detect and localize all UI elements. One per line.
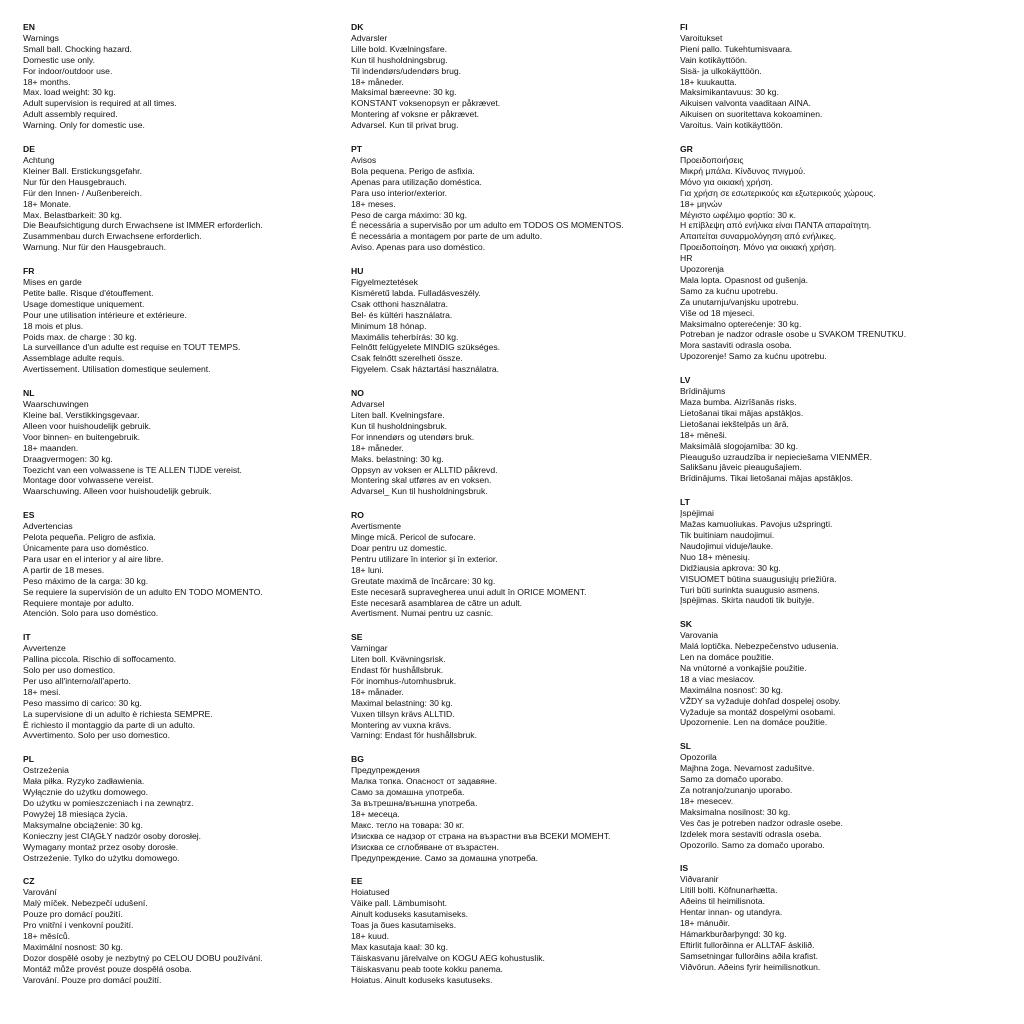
warning-line: Kleiner Ball. Erstickungsgefahr. <box>23 165 142 176</box>
warning-heading: Varningar <box>351 643 388 654</box>
warning-line: 18+ Monate. <box>23 198 72 209</box>
lang-block-se <box>351 632 671 741</box>
warning-line: Samo za kućnu upotrebu. <box>680 285 778 296</box>
lang-block-it <box>23 632 343 741</box>
warning-line: VISUOMET būtina suaugusiųjų priežiūra. <box>680 573 837 584</box>
warning-line: Advarsel. Kun til privat brug. <box>351 120 459 131</box>
warning-line: Aviso. Apenas para uso doméstico. <box>351 242 486 253</box>
warning-line: Assemblage adulte requis. <box>23 353 125 364</box>
warning-line: 18+ måneder. <box>351 76 404 87</box>
warning-line: Vain kotikäyttöön. <box>680 54 748 65</box>
warning-line: Απαιτείται συναρμολόγηση από ενήλικες. <box>680 231 837 242</box>
warning-line: Csak felnőtt szerelheti össze. <box>351 353 463 364</box>
warning-line: Nur für den Hausgebrauch. <box>23 176 127 187</box>
warning-line: La surveillance d'un adulte est requise en TOUT TEMPS. <box>23 342 241 353</box>
warning-line: Maks. belastning: 30 kg. <box>351 453 444 464</box>
warning-line: Didžiausia apkrova: 30 kg. <box>680 562 781 573</box>
lang-code: ES <box>23 510 35 521</box>
warning-line: Više od 18 mjeseci. <box>680 307 755 318</box>
warning-line: Para uso interior/exterior. <box>351 187 448 198</box>
warning-line: Pouze pro domácí použití. <box>23 909 123 920</box>
warning-line: Bola pequena. Perigo de asfixia. <box>351 165 475 176</box>
warning-line: Naudojimui viduje/lauke. <box>680 540 774 551</box>
warning-line: Täiskasvanu peab toote kokku panema. <box>351 963 503 974</box>
warning-line: Προειδοποίηση. Μόνο για οικιακή χρήση. <box>680 242 837 253</box>
warning-line: Wyłącznie do użytku domowego. <box>23 787 149 798</box>
lang-code: GR <box>680 144 693 155</box>
warning-heading: Advarsel <box>351 399 385 410</box>
warning-line: Maximálna nosnosť: 30 kg. <box>680 684 784 695</box>
warning-line: Hentar innan- og utandyra. <box>680 907 783 918</box>
lang-block-cz <box>23 876 343 985</box>
warning-line: Pentru utilizare în interior și în exterior. <box>351 553 498 564</box>
warning-line: Eftirlit fullorðinna er ALLTAF áskilið. <box>680 939 815 950</box>
warning-line: Maksimikantavuus: 30 kg. <box>680 87 779 98</box>
lang-block-lt <box>680 497 1000 606</box>
warning-line: 18 a viac mesiacov. <box>680 673 755 684</box>
warning-line: Small ball. Chocking hazard. <box>23 43 132 54</box>
warning-line: Upozorenje! Samo za kućnu upotrebu. <box>680 351 827 362</box>
warning-line: Pelota pequeña. Peligro de asfixia. <box>23 532 156 543</box>
warning-line: Pieni pallo. Tukehtumisvaara. <box>680 43 793 54</box>
warning-line: Pro vnitřní i venkovní použití. <box>23 920 134 931</box>
lang-code: EE <box>351 876 363 887</box>
warning-line: Samsetningar fullorðins aðila krafist. <box>680 950 819 961</box>
warning-line: Ostrzeżenie. Tylko do użytku domowego. <box>23 852 180 863</box>
warning-line: Figyelem. Csak háztartási használatra. <box>351 364 500 375</box>
lang-block-pl <box>23 754 343 863</box>
warning-line: Poids max. de charge : 30 kg. <box>23 331 137 342</box>
warning-line: Adult assembly required. <box>23 109 118 120</box>
warning-line: Maximális teherbírás: 30 kg. <box>351 331 459 342</box>
warning-line: Viðvörun. Aðeins fyrir heimilisnotkun. <box>680 961 821 972</box>
warning-line: For innendørs og utendørs bruk. <box>351 431 475 442</box>
warning-heading: Hoiatused <box>351 887 390 898</box>
warning-heading: Viðvaranir <box>680 874 719 885</box>
warning-line: Väike pall. Lämbumisoht. <box>351 898 448 909</box>
lang-code: FR <box>23 266 35 277</box>
warning-line: Warning. Only for domestic use. <box>23 120 145 131</box>
lang-code: PL <box>23 754 34 765</box>
warning-line: 18+ mēneši. <box>680 429 728 440</box>
warning-line: Pour une utilisation intérieure et extérieure. <box>23 309 187 320</box>
lang-code: BG <box>351 754 364 765</box>
lang-code: SE <box>351 632 363 643</box>
warning-line: Felnőtt felügyelete MINDIG szükséges. <box>351 342 501 353</box>
warning-line: Draagvermogen: 30 kg. <box>23 453 113 464</box>
warning-line: Montering skal utføres av en voksen. <box>351 475 492 486</box>
warning-line: For indoor/outdoor use. <box>23 65 113 76</box>
lang-code: IS <box>680 863 689 874</box>
warning-line: Izdelek mora sestaviti odrasla oseba. <box>680 828 822 839</box>
warning-heading: Varoitukset <box>680 32 723 43</box>
warning-heading: Achtung <box>23 154 55 165</box>
warning-line: Doar pentru uz domestic. <box>351 542 448 553</box>
lang-code: CZ <box>23 876 35 887</box>
lang-block-pt <box>351 144 671 253</box>
warning-line: Len na domáce použitie. <box>680 652 774 663</box>
warning-line: 18+ kuud. <box>351 930 389 941</box>
warning-line: 18+ meses. <box>351 198 396 209</box>
lang-block-gr <box>680 144 1000 362</box>
warning-heading: Advarsler <box>351 32 388 43</box>
warning-line: 18+ luni. <box>351 564 384 575</box>
warning-line: Kun til husholdningsbruk. <box>351 420 448 431</box>
warning-line: 18+ måneder. <box>351 442 404 453</box>
warning-line: È richiesto il montaggio da parte di un adulto. <box>23 719 195 730</box>
warning-line: Minge mică. Pericol de sufocare. <box>351 532 476 543</box>
lang-block-nl <box>23 388 343 497</box>
warning-line: Μέγιστο ωφέλιμο φορτίο: 30 κ. <box>680 209 796 220</box>
warning-line: Bel- és kültéri használatra. <box>351 309 453 320</box>
column-3 <box>680 22 1000 986</box>
warning-line: Lille bold. Kvælningsfare. <box>351 43 448 54</box>
lang-code: NL <box>23 388 35 399</box>
lang-block-en <box>23 22 343 131</box>
warning-line: Avvertimento. Solo per uso domestico. <box>23 730 170 741</box>
lang-block-fi <box>680 22 1000 131</box>
warning-line: Malá loptička. Nebezpečenstvo udusenia. <box>680 641 839 652</box>
warning-line: Tik buitiniam naudojimui. <box>680 529 775 540</box>
warning-heading: Brīdinājums <box>680 386 726 397</box>
warning-line: Kisméretű labda. Fulladásveszély. <box>351 287 481 298</box>
warning-heading: Upozorenja <box>680 264 724 275</box>
warning-line: Peso máximo de la carga: 30 kg. <box>23 575 149 586</box>
warning-line: La supervisione di un adulto è richiesta SEMPRE. <box>23 708 213 719</box>
warning-line: Toezicht van een volwassene is TE ALLEN TIJDE vereist. <box>23 464 242 475</box>
warning-line: Varování. Pouze pro domácí použití. <box>23 974 162 985</box>
warning-line: Salikšanu jāveic pieaugušajiem. <box>680 462 802 473</box>
warning-heading: Предупреждения <box>351 765 420 776</box>
warning-line: Advarsel_ Kun til husholdningsbruk. <box>351 486 488 497</box>
warning-line: Lítill bolti. Köfnunarhætta. <box>680 885 778 896</box>
warning-line: Maksimal bæreevne: 30 kg. <box>351 87 457 98</box>
warning-line: Maksimālā slogojamība: 30 kg. <box>680 440 798 451</box>
warning-line: Petite balle. Risque d'étouffement. <box>23 287 154 298</box>
warning-line: Turi būti surinkta suaugusio asmens. <box>680 584 820 595</box>
warning-line: За вътрешна/външна употреба. <box>351 798 478 808</box>
warning-line: Само за домашна употреба. <box>351 787 465 798</box>
warning-line: 18+ kuukautta. <box>680 76 737 87</box>
warning-line: Aikuisen on suoritettava kokoaminen. <box>680 109 823 120</box>
warning-line: Max kasutaja kaal: 30 kg. <box>351 941 448 952</box>
warning-heading: Warnings <box>23 32 59 43</box>
warning-line: Alleen voor huishoudelijk gebruik. <box>23 420 152 431</box>
warning-line: Se requiere la supervisión de un adulto EN TODO MOMENTO. <box>23 586 263 597</box>
warning-line: Liten boll. Kvävningsrisk. <box>351 654 446 665</box>
warning-line: Täiskasvanu järelvalve on KOGU AEG kohustuslik. <box>351 952 545 963</box>
warning-line: Μικρή μπάλα. Κίνδυνος πνιγμού. <box>680 165 806 176</box>
lang-code: HU <box>351 266 364 277</box>
warning-line: Малка топка. Опасност от задавяне. <box>351 776 497 787</box>
warning-line: A partir de 18 meses. <box>23 564 105 575</box>
warning-line: Lietošanai iekštelpās un ārā. <box>680 418 789 429</box>
warning-line: Varoitus. Vain kotikäyttöön. <box>680 120 783 131</box>
lang-block-ro <box>351 510 671 619</box>
warning-line: Majhna žoga. Nevarnost zadušitve. <box>680 763 815 774</box>
warning-line: Mora sastaviti odrasla osoba. <box>680 340 792 351</box>
warning-line: Samo za domačo uporabo. <box>680 774 784 785</box>
lang-code: RO <box>351 510 364 521</box>
warning-line: Aikuisen valvonta vaaditaan AINA. <box>680 98 811 109</box>
warning-line: É necessária a supervisão por um adulto em TODOS OS MOMENTOS. <box>351 220 624 231</box>
warning-line: Warnung. Nur für den Hausgebrauch. <box>23 242 166 253</box>
warning-line: Para usar en el interior y al aire libre. <box>23 553 164 564</box>
warning-line: Powyżej 18 miesiąca życia. <box>23 808 128 819</box>
warning-line: Montage door volwassene vereist. <box>23 475 154 486</box>
warning-line: Peso massimo di carico: 30 kg. <box>23 697 142 708</box>
lang-block-sk <box>680 619 1000 728</box>
lang-code: PT <box>351 144 362 155</box>
warning-heading: Waarschuwingen <box>23 399 89 410</box>
warning-line: Liten ball. Kvelningsfare. <box>351 410 445 420</box>
warning-line: Vyžaduje sa montáž dospelými osobami. <box>680 706 836 717</box>
warning-line: Nuo 18+ mėnesių. <box>680 551 750 562</box>
warning-heading: Ostrzeżenia <box>23 765 69 776</box>
warning-line: 18+ mánuðir. <box>680 917 730 928</box>
warning-line: Sisä- ja ulkokäyttöön. <box>680 65 762 76</box>
lang-block-hu <box>351 266 671 375</box>
lang-code: IT <box>23 632 31 643</box>
warning-line: Montering av vuxna krävs. <box>351 719 452 730</box>
warning-line: Lietošanai tikai mājas apstākļos. <box>680 407 804 418</box>
warning-line: Este necesară asamblarea de către un adult. <box>351 597 523 608</box>
warning-line: Waarschuwing. Alleen voor huishoudelijk gebruik. <box>23 486 212 497</box>
warning-line: Requiere montaje por adulto. <box>23 597 134 608</box>
lang-block-is <box>680 863 1000 972</box>
warning-line: Avertissement. Utilisation domestique seulement. <box>23 364 211 375</box>
warning-line: Adult supervision is required at all times. <box>23 98 177 109</box>
lang-block-bg <box>351 754 671 863</box>
warning-line: Varning: Endast för hushållsbruk. <box>351 730 477 741</box>
warning-line: Изисква се надзор от страна на възрастни във ВСЕКИ МОМЕНТ. <box>351 830 611 841</box>
warning-line: VŽDY sa vyžaduje dohľad dospelej osoby. <box>680 695 841 706</box>
warning-line: Για χρήση σε εσωτερικούς και εξωτερικούς χώρους. <box>680 187 876 198</box>
warning-line: Do użytku w pomieszczeniach i na zewnątrz. <box>23 798 194 808</box>
warning-heading: Advertencias <box>23 521 73 532</box>
warning-line: KONSTANT voksenopsyn er påkrævet. <box>351 98 501 109</box>
warning-line: Mažas kamuoliukas. Pavojus užspringti. <box>680 519 833 530</box>
warning-line: 18+ месеца. <box>351 808 400 819</box>
warning-line: Maza bumba. Aizrīšanās risks. <box>680 397 797 407</box>
warning-line: Изисква се сглобяване от възрастен. <box>351 841 499 852</box>
warning-line: Montáž může provést pouze dospělá osoba. <box>23 963 192 974</box>
warning-line: Domestic use only. <box>23 54 95 65</box>
warning-heading: Įspėjimai <box>680 508 714 519</box>
warning-line: Ves čas je potreben nadzor odrasle osebe. <box>680 817 843 828</box>
warning-line: 18+ månader. <box>351 686 404 697</box>
lang-block-dk <box>351 22 671 131</box>
warning-line: Ainult koduseks kasutamiseks. <box>351 909 469 920</box>
warning-line: Vuxen tillsyn krävs ALLTID. <box>351 708 455 719</box>
warning-line: Usage domestique uniquement. <box>23 298 145 309</box>
warning-line: 18 mois et plus. <box>23 320 84 331</box>
warning-line: Voor binnen- en buitengebruik. <box>23 431 141 442</box>
warning-line: Pallina piccola. Rischio di soffocamento. <box>23 654 177 665</box>
warning-heading: Varování <box>23 887 57 898</box>
lang-code: SK <box>680 619 692 630</box>
warning-line: Hámarkburðarþyngd: 30 kg. <box>680 928 787 939</box>
lang-code: HR <box>680 253 693 264</box>
lang-block-es <box>23 510 343 619</box>
warning-line: Opozorilo. Samo za domačo uporabo. <box>680 839 825 850</box>
warning-line: Die Beaufsichtigung durch Erwachsene ist IMMER erforderlich. <box>23 220 263 231</box>
warning-line: Potreban je nadzor odrasle osobe u SVAKOM TRENUTKU. <box>680 329 907 340</box>
warning-line: Oppsyn av voksen er ALLTID påkrevd. <box>351 464 498 475</box>
warning-line: Pieaugušo uzraudzība ir nepieciešama VIENMĒR. <box>680 451 873 462</box>
warning-line: Za unutarnju/vanjsku upotrebu. <box>680 296 799 307</box>
warning-line: Maximální nosnost: 30 kg. <box>23 941 123 952</box>
warning-line: 18+ mesecev. <box>680 795 734 806</box>
warning-line: Aðeins til heimilisnota. <box>680 896 766 907</box>
warning-line: Μόνο για οικιακή χρήση. <box>680 176 773 187</box>
warning-line: Brīdinājums. Tikai lietošanai mājas apstākļos. <box>680 473 853 484</box>
warning-line: Atención. Solo para uso doméstico. <box>23 608 159 619</box>
warning-heading: Figyelmeztetések <box>351 277 418 288</box>
warning-line: Max. Belastbarkeit: 30 kg. <box>23 209 122 220</box>
warning-line: 18+ months. <box>23 76 71 87</box>
warning-line: Wymagany montaż przez osoby dorosłe. <box>23 841 179 852</box>
warning-heading: Avvertenze <box>23 643 66 654</box>
warning-line: Montering af voksne er påkrævet. <box>351 109 480 120</box>
lang-code: DK <box>351 22 364 32</box>
warning-line: Max. load weight: 30 kg. <box>23 87 116 98</box>
warning-heading: Varovania <box>680 630 719 641</box>
warning-heading: Avisos <box>351 154 377 165</box>
warning-line: Toas ja õues kasutamiseks. <box>351 920 457 931</box>
warning-line: Este necesară supravegherea unui adult în ORICE MOMENT. <box>351 586 587 597</box>
lang-block-de <box>23 144 343 253</box>
warning-line: Avertisment. Numai pentru uz casnic. <box>351 608 494 619</box>
column-1 <box>23 22 343 999</box>
warning-line: Na vnútorné a vonkajšie použitie. <box>680 662 807 673</box>
warning-line: Für den Innen- / Außenbereich. <box>23 187 142 198</box>
warning-line: Únicamente para uso doméstico. <box>23 542 149 553</box>
warning-line: Til indendørs/udendørs brug. <box>351 65 462 76</box>
warning-line: Hoiatus. Ainult koduseks kasutuseks. <box>351 974 493 985</box>
warning-line: För inomhus-/utomhusbruk. <box>351 675 457 686</box>
lang-block-ee <box>351 876 671 985</box>
lang-code: LT <box>680 497 690 508</box>
lang-block-no <box>351 388 671 497</box>
warning-line: Dozor dospělé osoby je nezbytný po CELOU DOBU používání. <box>23 952 263 963</box>
warning-heading: Opozorila <box>680 752 717 763</box>
lang-block-fr <box>23 266 343 375</box>
warning-line: É necessária a montagem por parte de um adulto. <box>351 231 543 242</box>
warning-line: 18+ měsíců. <box>23 930 71 941</box>
warning-heading: Προειδοποιήσεις <box>680 154 744 165</box>
lang-code: NO <box>351 388 364 399</box>
warning-heading: Avertismente <box>351 521 401 532</box>
warning-line: Maksymalne obciążenie: 30 kg. <box>23 819 143 830</box>
warning-line: Mała piłka. Ryzyko zadławienia. <box>23 776 145 787</box>
warning-line: Maksimalna nosilnost: 30 kg. <box>680 806 791 817</box>
warning-line: 18+ μηνών <box>680 198 722 209</box>
warning-line: Įspėjimas. Skirta naudoti tik buityje. <box>680 595 815 606</box>
warning-line: Za notranjo/zunanjo uporabo. <box>680 785 793 795</box>
warning-line: Zusammenbau durch Erwachsene erforderlich. <box>23 231 202 242</box>
warning-line: Макс. тегло на товара: 30 кг. <box>351 819 465 830</box>
lang-code: DE <box>23 144 35 155</box>
lang-block-lv <box>680 375 1000 484</box>
warning-line: Kun til husholdningsbrug. <box>351 54 448 65</box>
lang-code: EN <box>23 22 35 32</box>
warning-line: Η επίβλεψη από ενήλικα είναι ΠΑΝΤΑ απαραίτητη. <box>680 220 872 231</box>
warning-line: Minimum 18 hónap. <box>351 320 427 331</box>
lang-code: SL <box>680 741 691 752</box>
warning-line: Csak otthoni használatra. <box>351 298 448 309</box>
warning-heading: Mises en garde <box>23 277 82 288</box>
warning-line: Kleine bal. Verstikkingsgevaar. <box>23 410 140 420</box>
warning-line: Maksimalno opterećenje: 30 kg. <box>680 318 802 329</box>
warning-line: Apenas para utilização doméstica. <box>351 176 482 187</box>
warning-line: Upozornenie. Len na domáce použitie. <box>680 717 828 728</box>
column-2 <box>351 22 671 999</box>
warning-line: 18+ mesi. <box>23 686 61 697</box>
lang-block-sl <box>680 741 1000 850</box>
warning-line: Peso de carga máximo: 30 kg. <box>351 209 468 220</box>
warning-line: 18+ maanden. <box>23 442 79 453</box>
warning-line: Konieczny jest CIĄGŁY nadzór osoby dorosłej. <box>23 830 202 841</box>
warning-line: Malý míček. Nebezpečí udušení. <box>23 898 148 909</box>
warning-line: Greutate maximă de încărcare: 30 kg. <box>351 575 496 586</box>
warning-line: Endast för hushållsbruk. <box>351 665 444 676</box>
warning-line: Предупреждение. Само за домашна употреба. <box>351 852 539 863</box>
warning-line: Solo per uso domestico. <box>23 665 116 676</box>
lang-code: LV <box>680 375 691 386</box>
warning-line: Per uso all'interno/all'aperto. <box>23 675 131 686</box>
lang-code: FI <box>680 22 688 32</box>
warning-line: Mala lopta. Opasnost od gušenja. <box>680 274 809 285</box>
warning-line: Maximal belastning: 30 kg. <box>351 697 453 708</box>
